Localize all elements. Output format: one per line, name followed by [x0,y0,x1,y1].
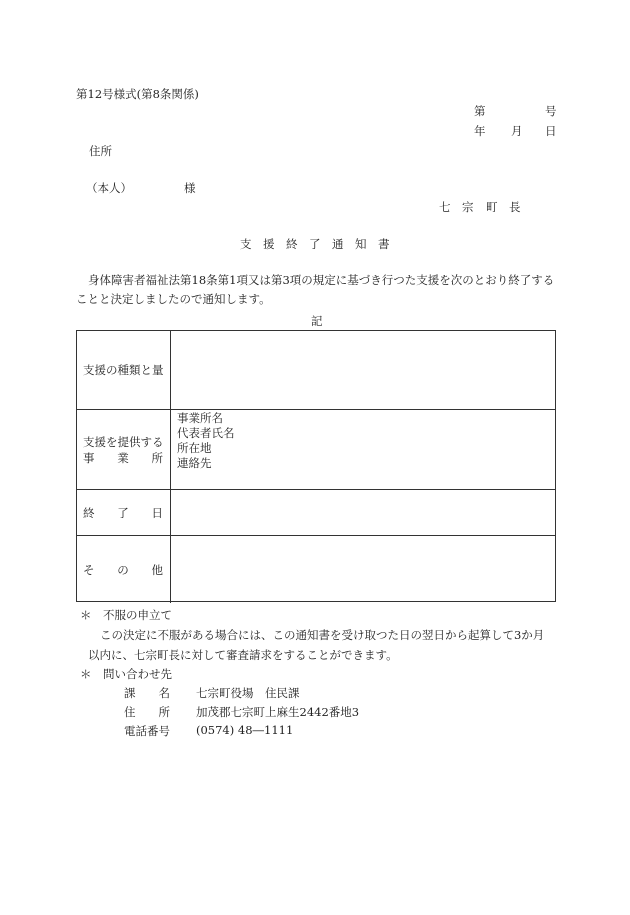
appeal-text-line1: この決定に不服がある場合には、この通知書を受け取つた日の翌日から起算して3か月 [100,628,545,642]
termination-table [76,330,556,602]
end-date-label [83,505,163,521]
appeal-heading: ＊ 不服の申立て [80,608,172,622]
provider-header-line2 [83,450,163,466]
table-row-provider [77,410,555,490]
end-date-char-1: 終 [83,505,95,520]
support-type-cell [171,331,555,409]
end-date-char-3: 日 [151,505,163,520]
date-year: 年 [474,124,486,138]
other-char-1: そ [83,562,95,577]
date-month: 月 [511,124,523,138]
provider-header-char-1: 事 [83,450,95,465]
support-type-label: 支援の種類と量 [83,363,164,377]
provider-item-name: 事業所名 [177,411,223,425]
ki-label: 記 [311,314,323,328]
provider-item-contact: 連絡先 [177,456,212,470]
address-label: 住所 [89,144,112,158]
provider-item-location: 所在地 [177,441,212,455]
dept-value: 七宗町役場 住民課 [196,686,300,700]
provider-item-representative: 代表者氏名 [177,426,235,440]
honorific: 様 [184,181,196,195]
provider-header [77,410,171,489]
date-day: 日 [545,124,557,138]
issuer-char-3: 町 [486,200,498,214]
table-row-support-type [77,331,555,410]
body-paragraph: 身体障害者福祉法第18条第1項又は第3項の規定に基づき行つた支援を次のとおり終了することと決定しましたので通知します。 [76,273,555,306]
other-cell [171,536,555,603]
other-char-3: 他 [151,562,163,577]
provider-cell [171,410,555,489]
dept-label: 課 名 [124,686,170,700]
appeal-text-line2: 以内に、七宗町長に対して審査請求をすることができます。 [88,648,398,662]
support-type-header [77,331,171,409]
phone-label: 電話番号 [124,724,170,738]
document-title: 支 援 終 了 通 知 書 [240,237,390,251]
end-date-char-2: 了 [117,505,129,520]
provider-header-line1: 支援を提供する [83,434,164,449]
table-row-end-date [77,490,555,536]
provider-header-char-3: 所 [151,450,163,465]
phone-value: (0574) 48―1111 [196,723,294,737]
other-char-2: の [117,562,129,577]
other-label [83,562,163,578]
doc-number-suffix: 号 [545,104,557,118]
issuer-char-4: 長 [509,200,521,214]
recipient-label: （本人） [86,181,132,195]
provider-header-char-2: 業 [117,450,129,465]
contact-address-value: 加茂郡七宗町上麻生2442番地3 [196,705,360,719]
issuer-char-1: 七 [439,200,451,214]
end-date-header [77,490,171,535]
table-row-other [77,536,555,603]
form-number: 第12号様式(第8条関係) [76,87,199,101]
end-date-cell [171,490,555,535]
other-header [77,536,171,603]
contact-heading: ＊ 問い合わせ先 [80,667,172,681]
issuer-char-2: 宗 [462,200,474,214]
doc-number-prefix: 第 [474,104,486,118]
contact-address-label: 住 所 [124,705,170,719]
